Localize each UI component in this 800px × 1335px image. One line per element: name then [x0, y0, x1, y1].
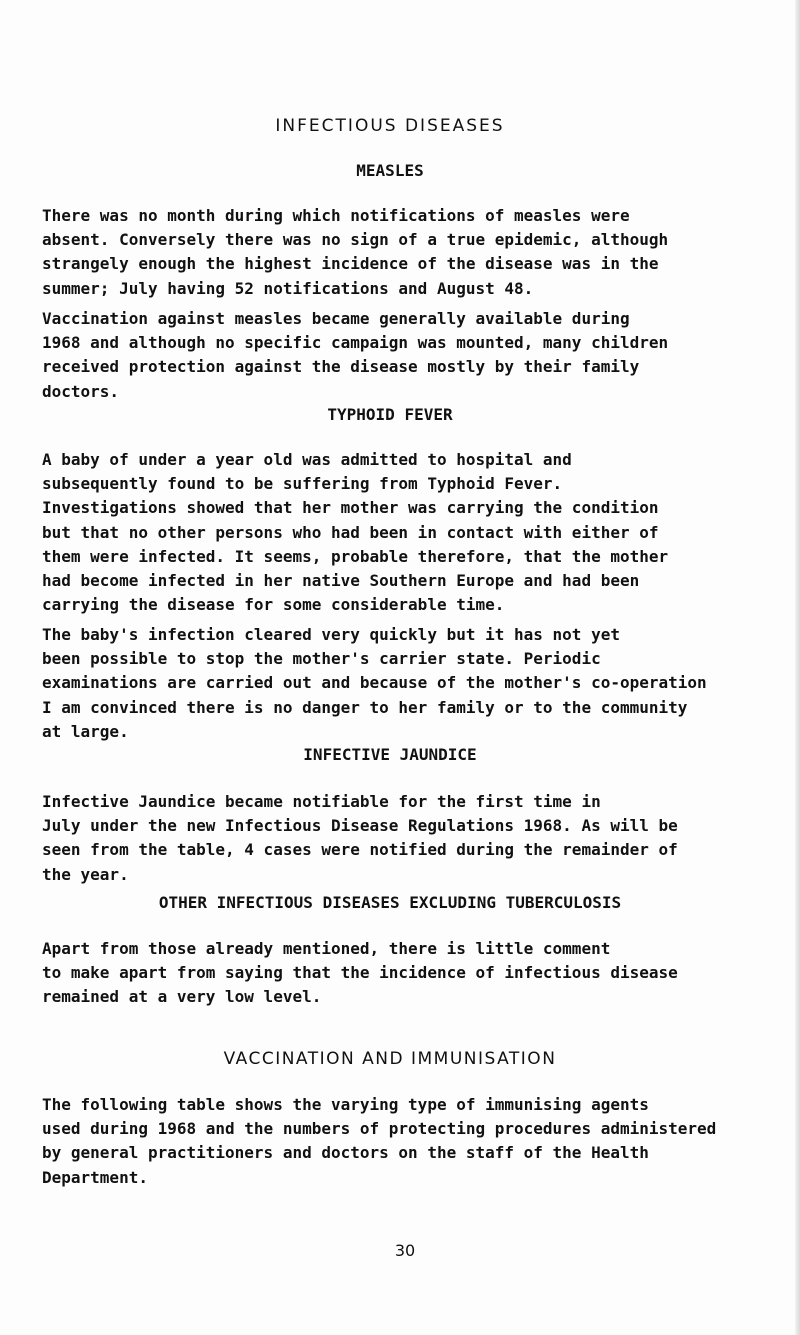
page-title: INFECTIOUS DISEASES: [275, 116, 505, 136]
section-heading-measles: MEASLES: [356, 161, 424, 180]
typhoid-paragraph-2: The baby's infection cleared very quickly but it has not yet been possible to stop the mother's carrier state. Periodic examinations are carried out and because of the mother's co-operation I am convinced there is no danger to her family or to the community at large.: [42, 625, 707, 741]
vaccination-paragraph: The following table shows the varying type of immunising agents used during 1968 and the numbers of protecting procedures administered by general practitioners and doctors on the staff of the Health Department.: [42, 1095, 717, 1187]
section-heading-vaccination: VACCINATION AND IMMUNISATION: [223, 1049, 557, 1069]
page-edge-shadow: [795, 0, 800, 1335]
typhoid-paragraph-1: A baby of under a year old was admitted to hospital and subsequently found to be suffering from Typhoid Fever. Investigations showed that her mother was carrying the condition but that no other persons who had been in contact with either of them were infected. It seems, probable therefore, that the mother had become infected in her native Southern Europe and had been carrying the disease for some considerable time.: [42, 450, 669, 615]
section-heading-other-infectious-diseases: OTHER INFECTIOUS DISEASES EXCLUDING TUBERCULOSIS: [158, 893, 622, 912]
measles-paragraph-1: There was no month during which notifications of measles were absent. Conversely there was no sign of a true epidemic, although strangely enough the highest incidence of the disease was in the summer; July having 52 notifications and August 48.: [42, 206, 669, 298]
section-heading-typhoid-fever: TYPHOID FEVER: [327, 405, 453, 424]
page-number: 30: [394, 1241, 416, 1260]
other-diseases-paragraph: Apart from those already mentioned, there is little comment to make apart from saying that the incidence of infectious disease remained at a very low level.: [42, 939, 678, 1007]
jaundice-paragraph: Infective Jaundice became notifiable for the first time in July under the new Infectious Disease Regulations 1968. As will be seen from the table, 4 cases were notified during the remainder of the year.: [42, 792, 678, 884]
measles-paragraph-2: Vaccination against measles became generally available during 1968 and although no specific campaign was mounted, many children received protection against the disease mostly by their family doctors.: [42, 309, 669, 401]
section-heading-infective-jaundice: INFECTIVE JAUNDICE: [303, 745, 477, 764]
